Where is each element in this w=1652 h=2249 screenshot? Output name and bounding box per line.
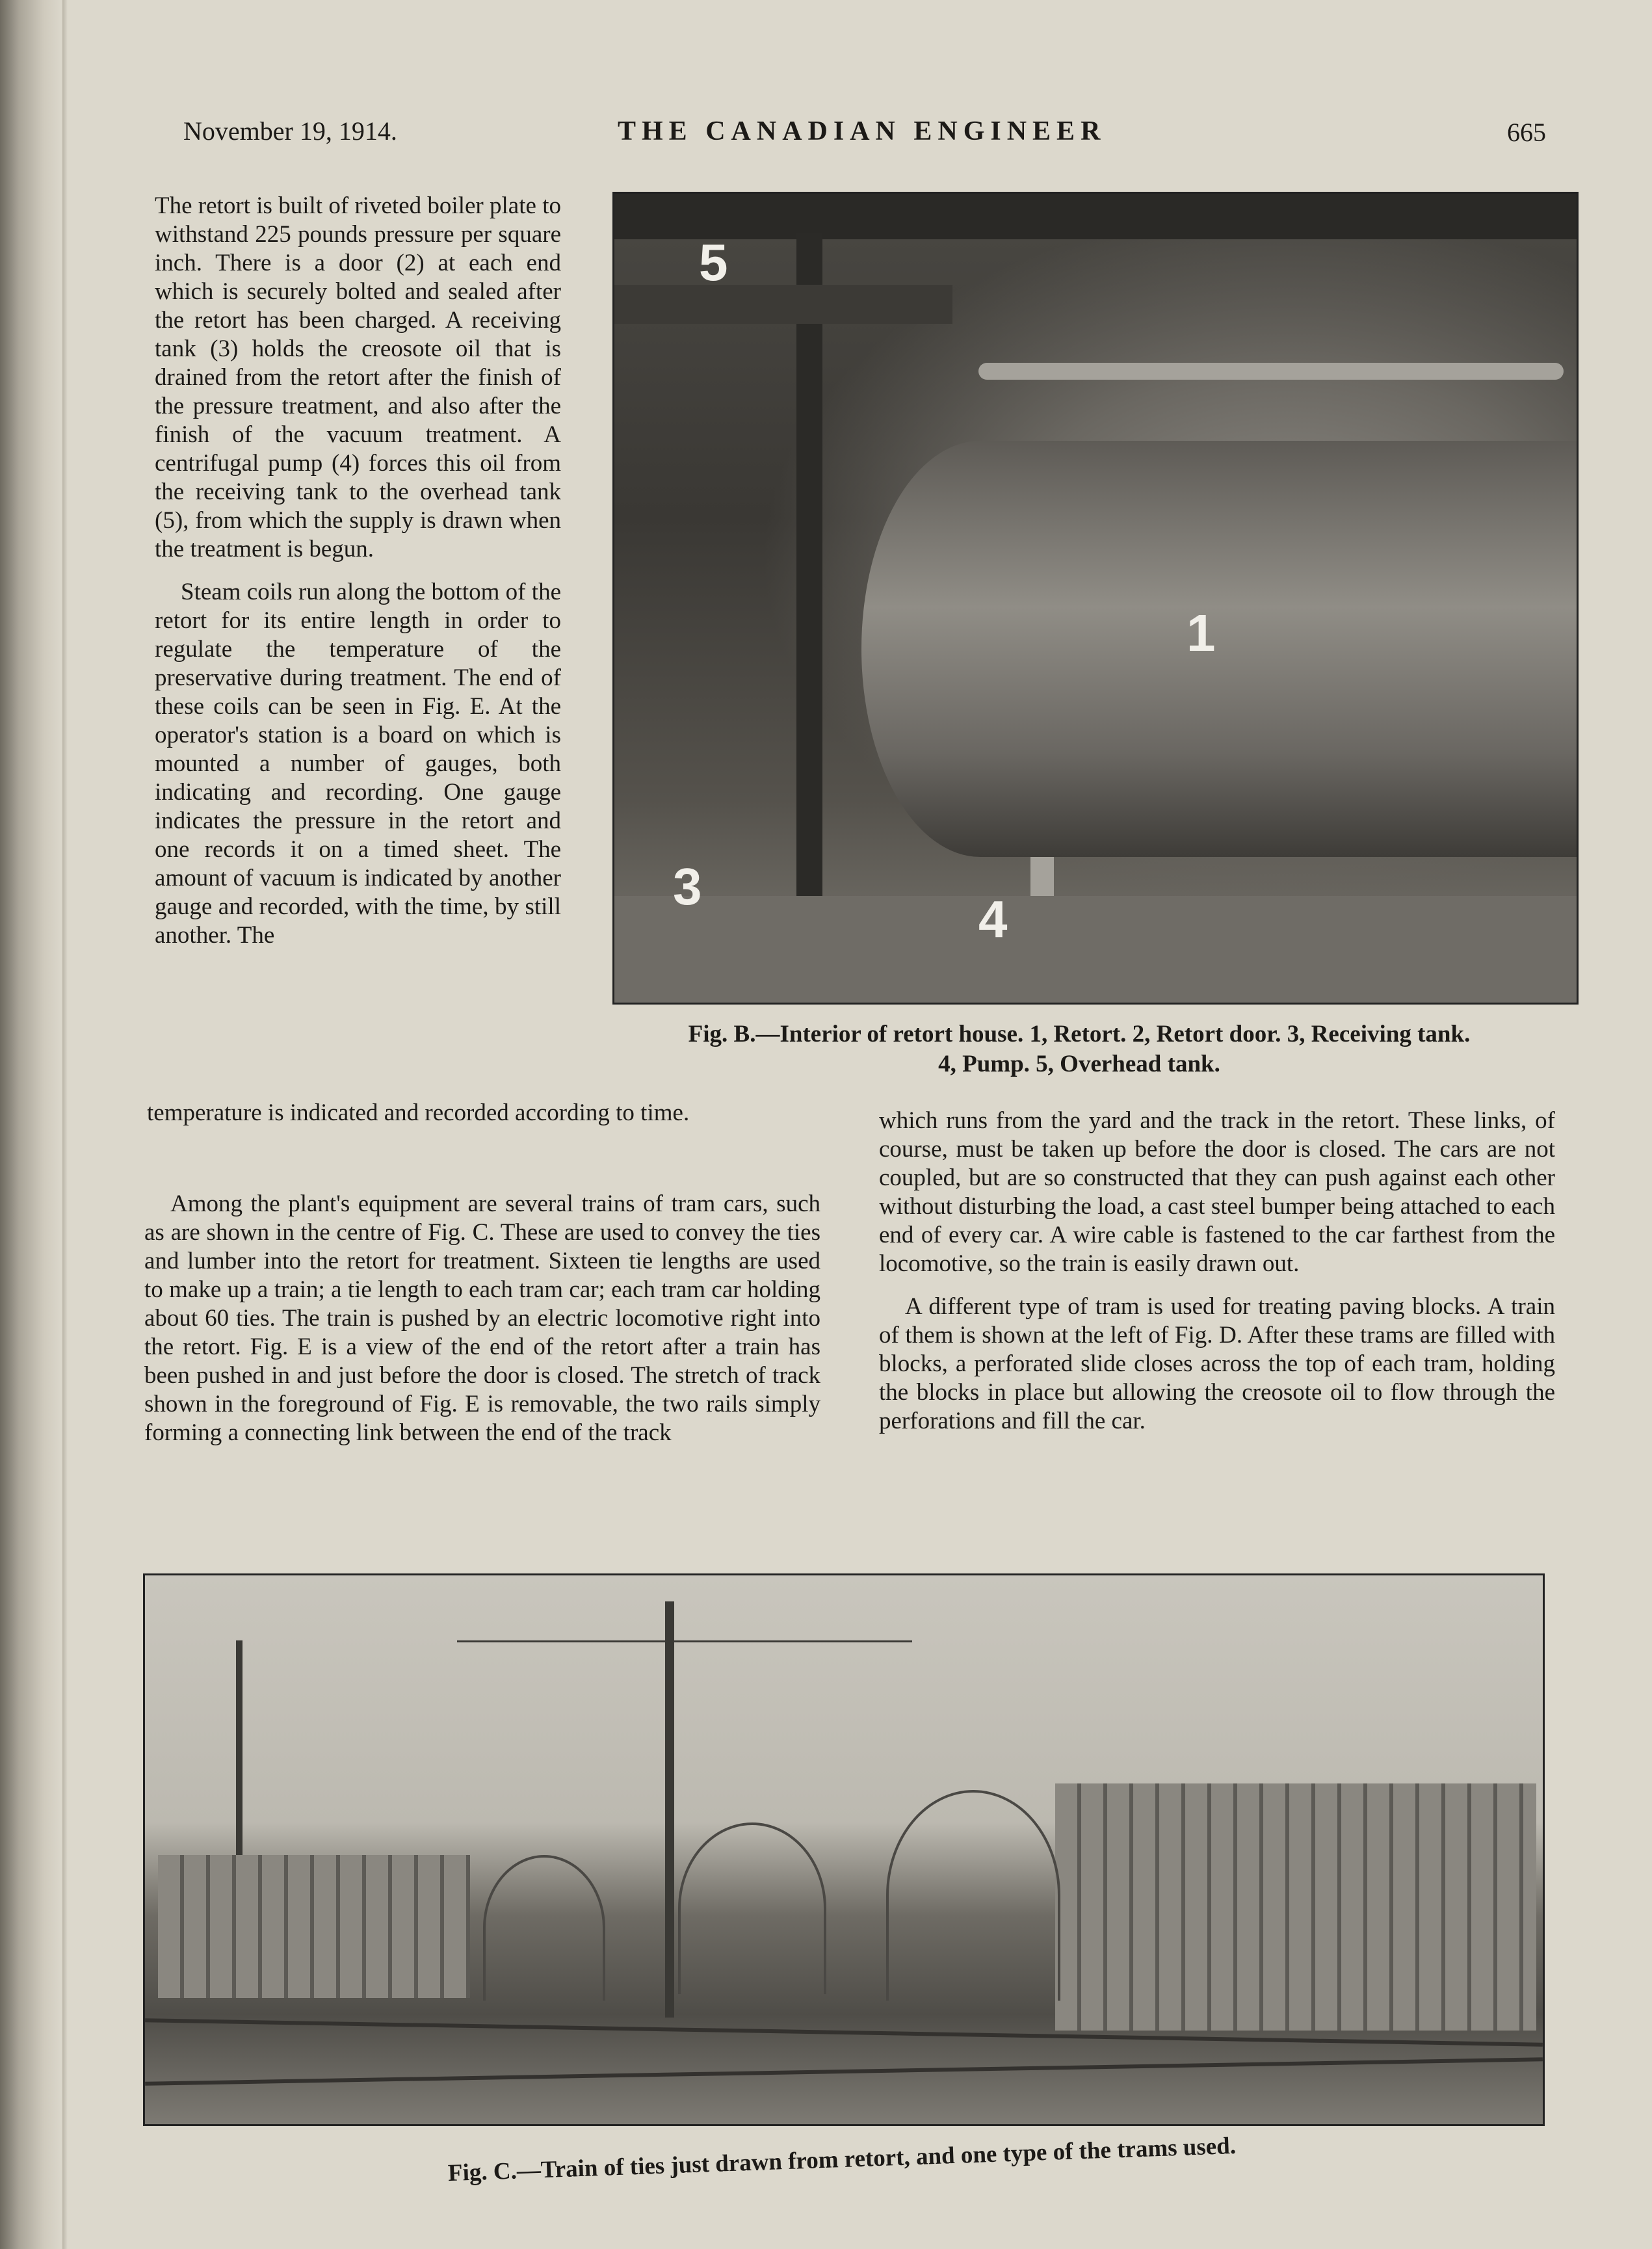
tram-hoop-2 [678,1822,826,1994]
column-left-bottom [144,1190,820,1462]
rail-2 [145,2057,1543,2086]
paragraph-tram-cars: Among the plant's equipment are several trains of tram cars, such as are shown in the centre of Fig. C. These are used to convey the ties and lumber into the retort for treatment. Sixteen tie lengths are used to make up a train; a tie length to each tram car; each tram car holding about 60 ties. The train is pushed by an electric locomotive right into the retort. Fig. E is a view of the end of the retort after a train has been pushed in and just before the door is closed. The stretch of track shown in the foreground of Fig. E is removable, the two rails simply forming a connecting link between the end of the track [144,1190,820,1446]
floor [614,896,1577,1003]
paragraph-paving-blocks: A different type of tram is used for treating paving blocks. A train of them is shown at the left of Fig. D. After these trams are filled with blocks, a perforated slide closes across the top of each tram, holding the blocks in place but allowing the creosote oil to flow through the perforations and fill the car. [879,1293,1555,1434]
column-left-top [155,192,561,964]
paragraph-retort: The retort is built of riveted boiler plate to withstand 225 pounds pressure per square inch. There is a door (2) at each end which is securely bolted and sealed after the retort has been charged. A receiving tank (3) holds the creosote oil that is drained from the retort after the finish of the pressure treatment, and also after the finish of the vacuum treatment. A centrifugal pump (4) forces this oil from the receiving tank to the overhead tank (5), from which the supply is drawn when the treatment is begun. [155,192,561,562]
ties-right [1055,1783,1536,2031]
paragraph-steam-coils: Steam coils run along the bottom of the retort for its entire length in order to regulate the temperature of the preservative during treatment. The end of these coils can be seen in Fig. E. At the operator's station is a board on which is mounted a number of gauges, both indicating and recording. One gauge indicates the pressure in the retort and one records it on a timed sheet. The amount of vacuum is indicated by another gauge and recorded, with the time, by still another. The [155,579,561,949]
retort-tank [861,441,1577,857]
paragraph-links: which runs from the yard and the track in the retort. These links, of course, must be taken up before the door is closed. The cars are not coupled, but are so constructed that they can push against each other without disturbing the load, a cast steel bumper being attached to each end of every car. A wire cable is fastened to the car farthest from the locomotive, so the train is easily drawn out. [879,1107,1555,1277]
header-date: November 19, 1914. [183,116,397,146]
book-gutter [0,0,62,2249]
telegraph-pole [665,1601,674,2018]
column-right [879,1107,1555,1450]
label-3: 3 [673,858,702,915]
header-journal-title: THE CANADIAN ENGINEER [618,116,1107,146]
label-1: 1 [1187,604,1216,662]
figure-c-caption: Fig. C.—Train of ties just drawn from retort, and one type of the trams used. [447,2132,1237,2187]
figure-b-caption-line2: 4, Pump. 5, Overhead tank. [938,1051,1220,1077]
figure-b-caption [585,1019,1573,1079]
tram-hoop-3 [886,1790,1060,2001]
paragraph-temperature: temperature is indicated and recorded according to time. [147,1099,690,1126]
tram-hoop [483,1855,605,2001]
figure-b-caption-line1: Fig. B.—Interior of retort house. 1, Retort. 2, Retort door. 3, Receiving tank. [688,1021,1471,1047]
figure-b-photo [612,192,1579,1005]
column-left-continuation [147,1099,823,1142]
label-5: 5 [699,233,728,291]
roof-beam [614,194,1577,239]
figure-c-photo [143,1573,1545,2126]
overhead-wire [457,1640,912,1642]
page-edge [62,0,68,2249]
overhead-tank [614,285,952,324]
ties-left [158,1855,470,1998]
label-4: 4 [978,890,1008,948]
header-page-number: 665 [1507,118,1546,147]
support-column [796,233,822,948]
pipe-horizontal [978,363,1564,380]
